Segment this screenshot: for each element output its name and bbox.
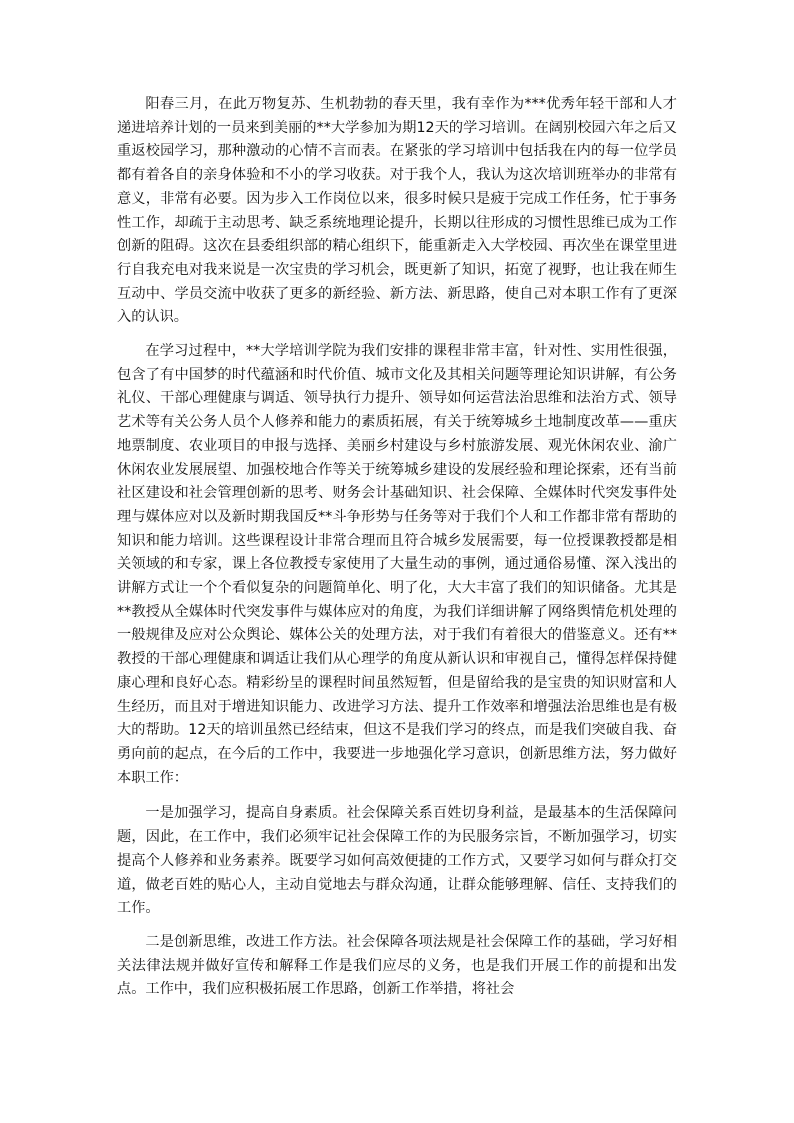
paragraph-1: 阳春三月，在此万物复苏、生机勃勃的春天里，我有幸作为***优秀年轻干部和人才递进培养计划的一员来到美丽的**大学参加为期12天的学习培训。在阔别校园六年之后又重返校园学习，那种激动的心情不言而表。在紧张的学习培训中包括我在内的每一位学员都有着各自的亲身体验和不小的学习收获。对于我个人，我认为这次培训班举办的非常有意义，非常有必要。因为步入工作岗位以来，很多时候只是疲于完成工作任务，忙于事务性工作，却疏于主动思考、缺乏系统地理论提升，长期以往形成的习惯性思维已成为工作创新的阻碍。这次在县委组织部的精心组织下，能重新走入大学校园、再次坐在课堂里进行自我充电对我来说是一次宝贵的学习机会，既更新了知识，拓宽了视野，也让我在师生互动中、学员交流中收获了更多的新经验、新方法、新思路，使自己对本职工作有了更深入的认识。 [117, 96, 677, 326]
paragraph-3: 一是加强学习，提高自身素质。社会保障关系百姓切身利益，是最基本的生活保障问题，因此，在工作中，我们必须牢记社会保障工作的为民服务宗旨，不断加强学习，切实提高个人修养和业务素养。既要学习如何高效便捷的工作方式，又要学习如何与群众打交道，做老百姓的贴心人，主动自觉地去与群众沟通，让群众能够理解、信任、支持我们的工作。 [117, 805, 677, 917]
document-body [117, 93, 677, 1012]
paragraph-2: 在学习过程中，**大学培训学院为我们安排的课程非常丰富，针对性、实用性很强，包含了有中国梦的时代蕴涵和时代价值、城市文化及其相关问题等理论知识讲解，有公务礼仪、干部心理健康与调适、领导执行力提升、领导如何运营法治思维和法治方式、领导艺术等有关公务人员个人修养和能力的素质拓展，有关于统筹城乡土地制度改革——重庆地票制度、农业项目的申报与选择、美丽乡村建设与乡村旅游发展、观光休闲农业、渝广休闲农业发展展望、加强校地合作等关于统筹城乡建设的发展经验和理论探索，还有当前社区建设和社会管理创新的思考、财务会计基础知识、社会保障、全媒体时代突发事件处理与媒体应对以及新时期我国反**斗争形势与任务等对于我们个人和工作都非常有帮助的知识和能力培训。这些课程设计非常合理而且符合城乡发展需要，每一位授课教授都是相关领域的和专家，课上各位教授专家使用了大量生动的事例，通过通俗易懂、深入浅出的讲解方式让一个个看似复杂的问题简单化、明了化，大大丰富了我们的知识储备。尤其是**教授从全媒体时代突发事件与媒体应对的角度，为我们详细讲解了网络舆情危机处理的一般规律及应对公众舆论、媒体公关的处理方法，对于我们有着很大的借鉴意义。还有**教授的干部心理健康和调适让我们从心理学的角度从新认识和审视自己，懂得怎样保持健康心理和良好心态。精彩纷呈的课程时间虽然短暂，但是留给我的是宝贵的知识财富和人生经历，而且对于增进知识能力、改进学习方法、提升工作效率和增强法治思维也是有极大的帮助。12天的培训虽然已经结束，但这不是我们学习的终点，而是我们突破自我、奋勇向前的起点，在今后的工作中，我要进一步地强化学习意识，创新思维方法，努力做好本职工作： [117, 343, 677, 786]
paragraph-4: 二是创新思维，改进工作方法。社会保障各项法规是社会保障工作的基础，学习好相关法律法规并做好宣传和解释工作是我们应尽的义务，也是我们开展工作的前提和出发点。工作中，我们应积极拓展工作思路，创新工作举措，将社会 [117, 933, 677, 998]
